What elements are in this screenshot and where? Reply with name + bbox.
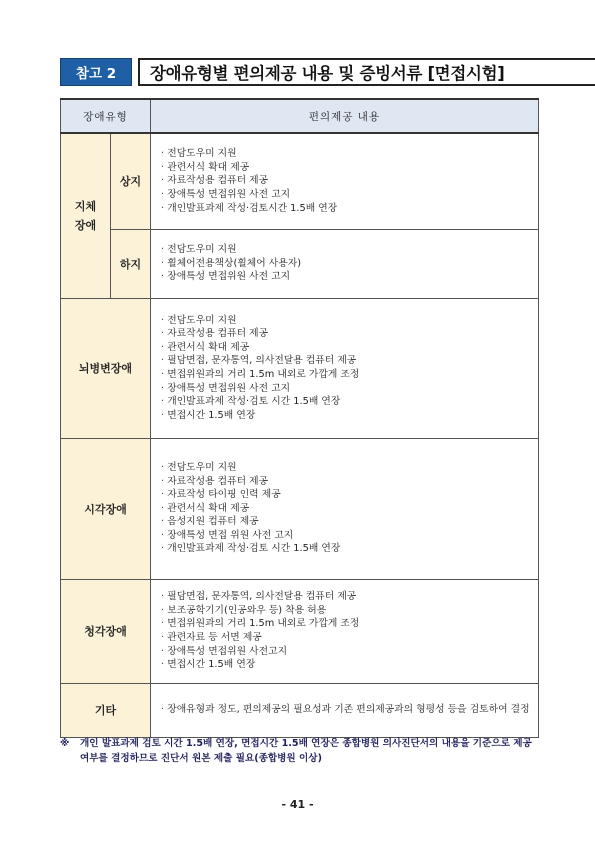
page-number: - 41 -	[281, 798, 314, 811]
list-item: · 자료작성용 컴퓨터 제공	[161, 475, 532, 489]
list-item: · 면접위원과의 거리 1.5m 내외로 가깝게 조정	[161, 617, 532, 631]
table-row	[61, 683, 539, 737]
type-visual: 시각장애	[61, 438, 151, 579]
table-header-row	[61, 99, 539, 133]
header-disability-type: 장애유형	[61, 99, 151, 133]
subtype-upper-limb: 상지	[111, 133, 151, 229]
list-item: · 개인발표과제 작성·검토 시간 1.5배 연장	[161, 395, 532, 409]
page-title: 장애유형별 편의제공 내용 및 증빙서류 [면접시험]	[138, 58, 595, 86]
list-item: · 자료작성 타이핑 인력 제공	[161, 488, 532, 502]
type-limb: 지체 장애	[61, 133, 111, 298]
content-upper-limb	[151, 133, 539, 229]
list-item: · 장애특성 면접위원 사전고지	[161, 645, 532, 659]
list-item: · 휠체어전용책상(휠체어 사용자)	[161, 257, 532, 271]
list-item: · 전담도우미 지원	[161, 314, 532, 328]
type-hearing: 청각장애	[61, 579, 151, 683]
type-other: 기타	[61, 683, 151, 737]
list-item: · 필담면접, 문자통역, 의사전달용 컴퓨터 제공	[161, 590, 532, 604]
list-item: · 자료작성용 컴퓨터 제공	[161, 174, 532, 188]
list-item: · 장애특성 면접위원 사전 고지	[161, 188, 532, 202]
reference-badge: 참고 2	[60, 58, 132, 86]
footnote	[60, 736, 540, 766]
list-item: · 필담면접, 문자통역, 의사전달용 컴퓨터 제공	[161, 354, 532, 368]
note-mark: ※	[60, 738, 70, 749]
accommodation-table	[60, 98, 539, 738]
table-row	[61, 298, 539, 438]
list-item: · 면접시간 1.5배 연장	[161, 409, 532, 423]
list-item: · 전담도우미 지원	[161, 461, 532, 475]
table-row	[61, 438, 539, 579]
list-item: · 면접위원과의 거리 1.5m 내외로 가깝게 조정	[161, 368, 532, 382]
subtype-lower-limb: 하지	[111, 229, 151, 298]
list-item: · 관련서식 확대 제공	[161, 341, 532, 355]
list-item: · 개인발표과제 작성·검토시간 1.5배 연장	[161, 202, 532, 216]
list-item: · 보조공학기기(인공와우 등) 착용 허용	[161, 604, 532, 618]
table-row	[61, 579, 539, 683]
header-accommodation-content: 편의제공 내용	[151, 99, 539, 133]
list-item: · 음성지원 컴퓨터 제공	[161, 515, 532, 529]
list-item: · 전담도우미 지원	[161, 147, 532, 161]
content-brain-lesion	[151, 298, 539, 438]
list-item: · 자료작성용 컴퓨터 제공	[161, 327, 532, 341]
section-title	[60, 58, 595, 86]
type-brain-lesion: 뇌병변장애	[61, 298, 151, 438]
content-visual	[151, 438, 539, 579]
footnote-text: 개인 발표과제 검토 시간 1.5배 연장, 면접시간 1.5배 연장은 종합병원 의사진단서의 내용을 기준으로 제공여부를 결정하므로 진단서 원본 제출 필요(종합병원 이상)	[80, 738, 532, 764]
list-item: · 면접시간 1.5배 연장	[161, 658, 532, 672]
table-row	[61, 133, 539, 229]
list-item: · 전담도우미 지원	[161, 243, 532, 257]
content-other	[151, 683, 539, 737]
list-item: · 장애특성 면접위원 사전 고지	[161, 270, 532, 284]
content-hearing	[151, 579, 539, 683]
list-item: · 관련자료 등 서면 제공	[161, 631, 532, 645]
list-item: · 관련서식 확대 제공	[161, 161, 532, 175]
list-item: · 관련서식 확대 제공	[161, 502, 532, 516]
content-lower-limb	[151, 229, 539, 298]
list-item: · 개인발표과제 작성·검토 시간 1.5배 연장	[161, 542, 532, 556]
list-item: · 장애유형과 정도, 편의제공의 필요성과 기존 편의제공과의 형평성 등을 검토하여 결정	[161, 702, 532, 718]
list-item: · 장애특성 면접 위원 사전 고지	[161, 529, 532, 543]
table-row	[61, 229, 539, 298]
list-item: · 장애특성 면접위원 사전 고지	[161, 382, 532, 396]
